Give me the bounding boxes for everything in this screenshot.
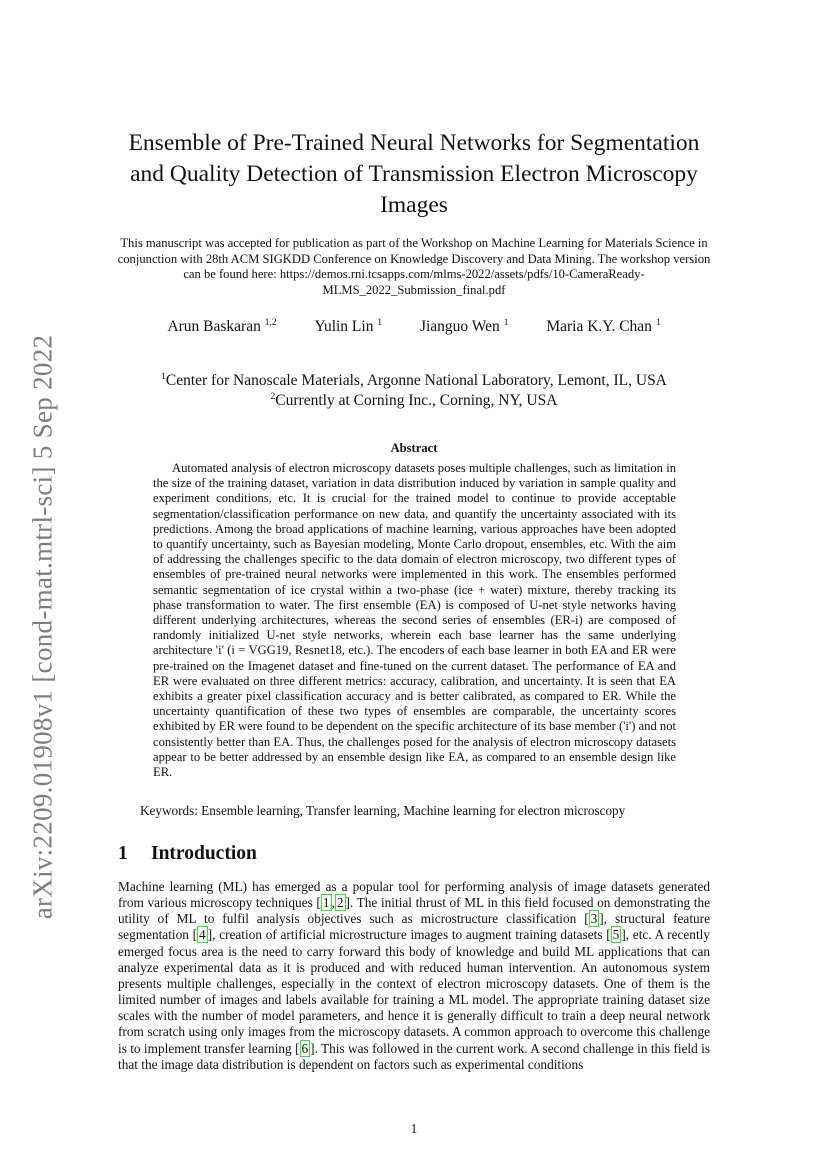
keywords: Keywords: Ensemble learning, Transfer learning, Machine learning for electron microscopy — [140, 803, 626, 818]
citation-bracket: ] — [599, 911, 604, 927]
author: Maria K.Y. Chan $^1$ — [546, 318, 661, 335]
citation-bracket: [ — [606, 927, 611, 943]
publication-notice: This manuscript was accepted for publication as part of the Workshop on Machine Learning for Materials Science in conjunction with 28th ACM SIGKDD Conference on Knowledge Discovery and Data Mining. The workshop version can be found here: https://demos.rni.tcsapps.com/mlms-2022/assets/pdfs/10-CameraReady-MLMS_2022_Submission_final.pdf — [117, 236, 711, 297]
author: Arun Baskaran $^{1,2}$ — [167, 318, 277, 335]
abstract-heading: Abstract — [390, 441, 438, 455]
author: Jianguo Wen $^1$ — [419, 318, 509, 335]
citation-bracket: [ — [584, 911, 589, 927]
citation-link[interactable]: 4 — [199, 927, 206, 943]
citation-link[interactable]: 5 — [612, 927, 620, 943]
section-heading — [118, 843, 257, 865]
author-list — [110, 317, 718, 337]
author: Yulin Lin $^1$ — [314, 318, 383, 335]
page-number: 1 — [410, 1121, 418, 1136]
citation-link[interactable]: 1 — [322, 895, 330, 911]
citation-bracket: ] — [310, 1040, 315, 1056]
affiliation: $^1$Center for Nanoscale Materials, Argonne National Laboratory, Lemont, IL, USA — [161, 372, 667, 389]
citation-bracket: [ — [192, 927, 198, 943]
citation-bracket: [ — [316, 895, 321, 911]
affiliations — [110, 371, 718, 411]
citation-bracket: ] — [345, 895, 350, 911]
section-number: 1 — [118, 843, 128, 864]
citation-link[interactable]: 6 — [301, 1040, 309, 1056]
introduction-paragraph: Machine learning (ML) has emerged as a popular tool for performing analysis of image datasets generated from various microscopy techniques [ 1 , 2 ]. The initial thrust of ML in this field focused on demonstrating the utility of ML to fulfil analysis objectives such as microstructure classification [ 3 ], structural feature segmentation [ 4 ], creation of artificial microstructure images to augment training datasets [ 5 ], etc. A recently emerged focus area is the need to carry forward this body of knowledge and build ML applications that can analyze experimental data as it is produced and with reduced human intervention. An autonomous system presents multiple challenges, especially in the context of electron microscopy datasets. One of them is the limited number of images and labels available for training a ML model. The appropriate training dataset size scales with the number of model parameters, and hence it is generally difficult to train a deep neural network from scratch using only images from the microscopy datasets. A common approach to overcome this challenge is to implement transfer learning [ 6 ]. This was followed in the current work. A second challenge in this field is that the image data distribution is dependent on factors such as experimental conditions — [118, 879, 711, 1072]
arxiv-identifier: arXiv:2209.01908v1 [cond-mat.mtrl-sci] 5 Sep 2022 — [27, 334, 58, 920]
affiliation: $^2$Currently at Corning Inc., Corning, NY, USA — [270, 392, 558, 409]
citation-link[interactable]: 3 — [590, 911, 598, 927]
paper-title: Ensemble of Pre-Trained Neural Networks for Segmentation and Quality Detection of Transmission Electron Microscopy Images — [128, 130, 700, 218]
citation-bracket: ] — [621, 927, 626, 943]
section-title: Introduction — [151, 843, 257, 864]
citation-bracket: [ — [295, 1040, 300, 1056]
abstract-text: Automated analysis of electron microscopy datasets poses multiple challenges, such as limitation in the size of the training dataset, variation in data distribution induced by variation in sample quality and experiment conditions, etc. It is crucial for the trained model to continue to provide acceptable segmentation/classification performance on new data, and quantify the uncertainty associated with its predictions. Among the broad applications of machine learning, various approaches have been adopted to quantify uncertainty, such as Bayesian modeling, Monte Carlo dropout, ensembles, etc. With the aim of addressing the challenges specific to the data domain of electron microscopy, two different types of ensembles of pre-trained neural networks were implemented in this work. The ensembles performed semantic segmentation of ice crystal within a two-phase (ice + water) mixture, thereby tracking its phase transformation to water. The first ensemble (EA) is composed of U-net style networks having different underlying architectures, whereas the second series of ensembles (ER-i) are composed of randomly initialized U-net style networks, wherein each base learner has the same underlying architecture 'i' (i = VGG19, Resnet18, etc.). The encoders of each base learner in both EA and ER were pre-trained on the Imagenet dataset and fine-tuned on the current dataset. The performance of EA and ER were evaluated on three different metrics: accuracy, calibration, and uncertainty. It is seen that EA exhibits a greater pixel classification accuracy and is better calibrated, as compared to ER. While the uncertainty quantification of these two types of ensembles are comparable, the uncertainty scores exhibited by ER were found to be dependent on the specific architecture of its base member ('i') and not consistently better than EA. Thus, the challenges posed for the analysis of electron microscopy datasets appear to be better addressed by an ensemble design like EA, as compared to an ensemble design like ER. — [153, 461, 676, 780]
citation-link[interactable]: 2 — [336, 895, 344, 911]
citation-bracket: ] — [207, 927, 213, 943]
